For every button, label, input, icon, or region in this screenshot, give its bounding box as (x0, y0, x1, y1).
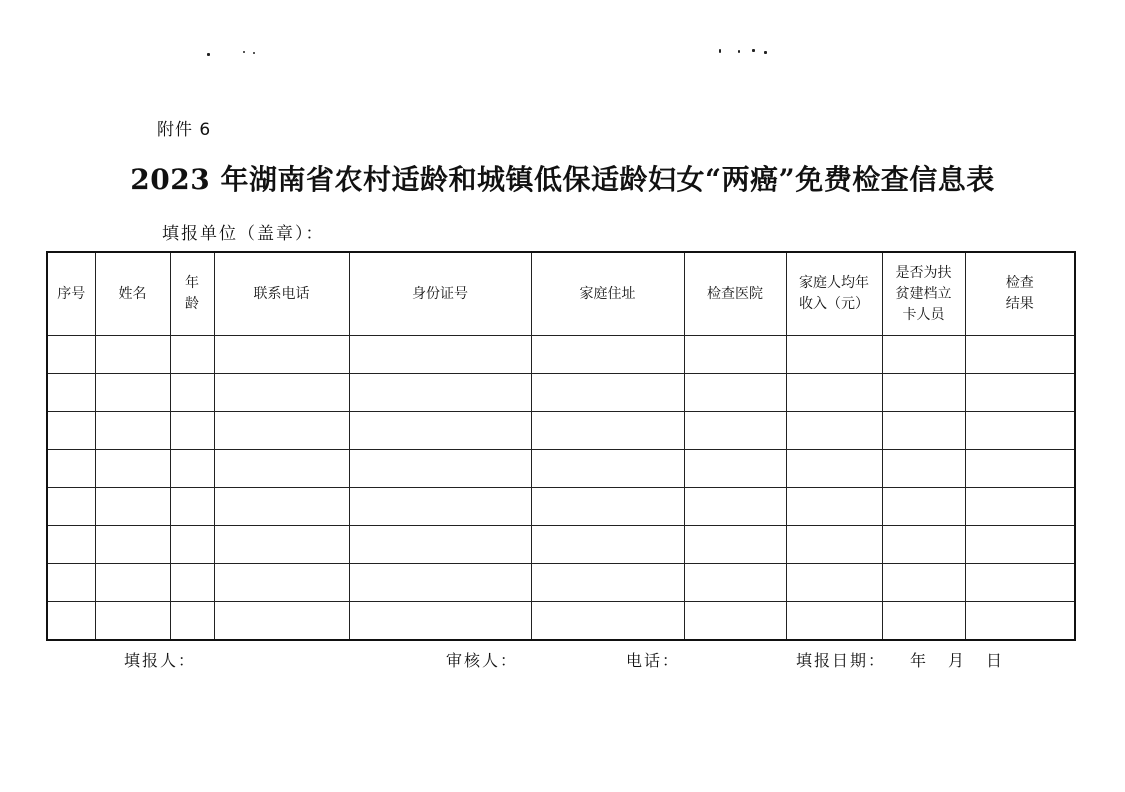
table-cell (531, 564, 684, 602)
table-cell (882, 450, 965, 488)
table-cell (684, 374, 786, 412)
table-cell (170, 564, 214, 602)
column-header (170, 252, 214, 336)
table-cell (965, 450, 1075, 488)
table-row (47, 488, 1075, 526)
table-cell (349, 412, 531, 450)
table-cell (965, 412, 1075, 450)
table-cell (531, 526, 684, 564)
table-cell (786, 526, 882, 564)
table-cell (882, 602, 965, 641)
table-cell (47, 564, 95, 602)
table-row (47, 336, 1075, 374)
column-header (786, 252, 882, 336)
phone-label: 电话： (626, 651, 681, 670)
table-cell (214, 412, 349, 450)
table-cell (170, 488, 214, 526)
table-cell (882, 374, 965, 412)
table-cell (170, 602, 214, 641)
column-header-line: 年 (185, 275, 199, 291)
column-header-line: 结果 (1005, 296, 1034, 312)
table-cell (170, 412, 214, 450)
table-cell (47, 336, 95, 374)
column-header (47, 252, 95, 336)
attachment-label: 附件 6 (157, 120, 212, 140)
table-row (47, 412, 1075, 450)
table-cell (349, 488, 531, 526)
column-header-line: 贫建档立 (895, 285, 952, 302)
filler-label: 填报人： (124, 651, 197, 670)
table-cell (170, 526, 214, 564)
table-cell (684, 526, 786, 564)
table-cell (47, 412, 95, 450)
table-row (47, 450, 1075, 488)
column-header-line: 身份证号 (412, 285, 468, 302)
scan-speck (764, 51, 767, 54)
column-header (214, 252, 349, 336)
column-header-line: 检查医院 (707, 285, 763, 302)
table-cell (786, 564, 882, 602)
table-cell (47, 602, 95, 641)
table-cell (95, 412, 170, 450)
table-row (47, 564, 1075, 602)
table-cell (965, 488, 1075, 526)
column-header-line: 序号 (57, 285, 86, 302)
reporting-unit-label: 填报单位（盖章）： (162, 224, 325, 244)
table-cell (965, 526, 1075, 564)
table-cell (47, 450, 95, 488)
table-cell (47, 526, 95, 564)
table-cell (531, 450, 684, 488)
scan-speck (752, 49, 755, 52)
table-cell (882, 526, 965, 564)
table-cell (786, 412, 882, 450)
table-cell (349, 374, 531, 412)
table-cell (965, 602, 1075, 641)
table-cell (349, 450, 531, 488)
table-cell (95, 602, 170, 641)
column-header-line: 是否为扶 (895, 264, 952, 281)
column-header (684, 252, 786, 336)
column-header-line: 家庭住址 (579, 285, 636, 302)
table-cell (95, 374, 170, 412)
table-cell (47, 374, 95, 412)
column-header (531, 252, 684, 336)
table-cell (684, 564, 786, 602)
table-cell (882, 564, 965, 602)
scan-speck (207, 53, 210, 56)
column-header (965, 252, 1075, 336)
column-header-line: 收入（元） (799, 296, 869, 312)
table-cell (170, 374, 214, 412)
table-cell (882, 412, 965, 450)
table-cell (95, 564, 170, 602)
column-header-line: 卡人员 (902, 306, 945, 323)
scan-speck (253, 52, 255, 54)
table-cell (531, 374, 684, 412)
table-header-row (47, 252, 1075, 336)
table-cell (95, 488, 170, 526)
reviewer-label: 审核人： (446, 651, 519, 670)
table-cell (214, 602, 349, 641)
table-cell (349, 564, 531, 602)
table-cell (882, 336, 965, 374)
column-header-line: 联系电话 (253, 285, 310, 302)
table-cell (882, 488, 965, 526)
table-cell (786, 450, 882, 488)
column-header (349, 252, 531, 336)
table-cell (95, 336, 170, 374)
table-cell (170, 450, 214, 488)
table-cell (684, 336, 786, 374)
date-year-label: 年 (910, 651, 929, 670)
table-cell (214, 488, 349, 526)
column-header-line: 姓名 (118, 285, 147, 302)
column-header-line: 家庭人均年 (799, 275, 869, 291)
table-cell (47, 488, 95, 526)
table-cell (786, 336, 882, 374)
table-cell (349, 526, 531, 564)
table-cell (214, 374, 349, 412)
table-cell (214, 336, 349, 374)
column-header (882, 252, 965, 336)
table-cell (965, 374, 1075, 412)
table-row (47, 526, 1075, 564)
table-row (47, 602, 1075, 641)
table-cell (786, 374, 882, 412)
column-header-line: 检查 (1005, 275, 1034, 291)
table-cell (965, 564, 1075, 602)
table-cell (965, 336, 1075, 374)
table-cell (786, 602, 882, 641)
date-day-label: 日 (986, 651, 1005, 670)
table-body (47, 336, 1075, 641)
table-cell (531, 336, 684, 374)
table-cell (95, 450, 170, 488)
table-cell (684, 602, 786, 641)
form-title: 2023 年湖南省农村适龄和城镇低保适龄妇女“两癌”免费检查信息表 (130, 163, 995, 196)
table-row (47, 374, 1075, 412)
table-cell (170, 336, 214, 374)
table-cell (531, 488, 684, 526)
info-table (46, 251, 1076, 641)
table-cell (684, 450, 786, 488)
scan-speck (738, 50, 740, 53)
date-month-label: 月 (948, 651, 967, 670)
table-cell (349, 602, 531, 641)
fill-date-label: 填报日期： (796, 651, 887, 670)
table-cell (95, 526, 170, 564)
column-header-line: 龄 (185, 296, 199, 312)
scan-speck (719, 49, 721, 53)
table-cell (214, 564, 349, 602)
table-cell (531, 602, 684, 641)
column-header (95, 252, 170, 336)
table-cell (349, 336, 531, 374)
scan-speck (243, 51, 245, 53)
table-cell (684, 488, 786, 526)
table-cell (531, 412, 684, 450)
table-cell (214, 526, 349, 564)
table-cell (684, 412, 786, 450)
table-cell (214, 450, 349, 488)
table-cell (786, 488, 882, 526)
